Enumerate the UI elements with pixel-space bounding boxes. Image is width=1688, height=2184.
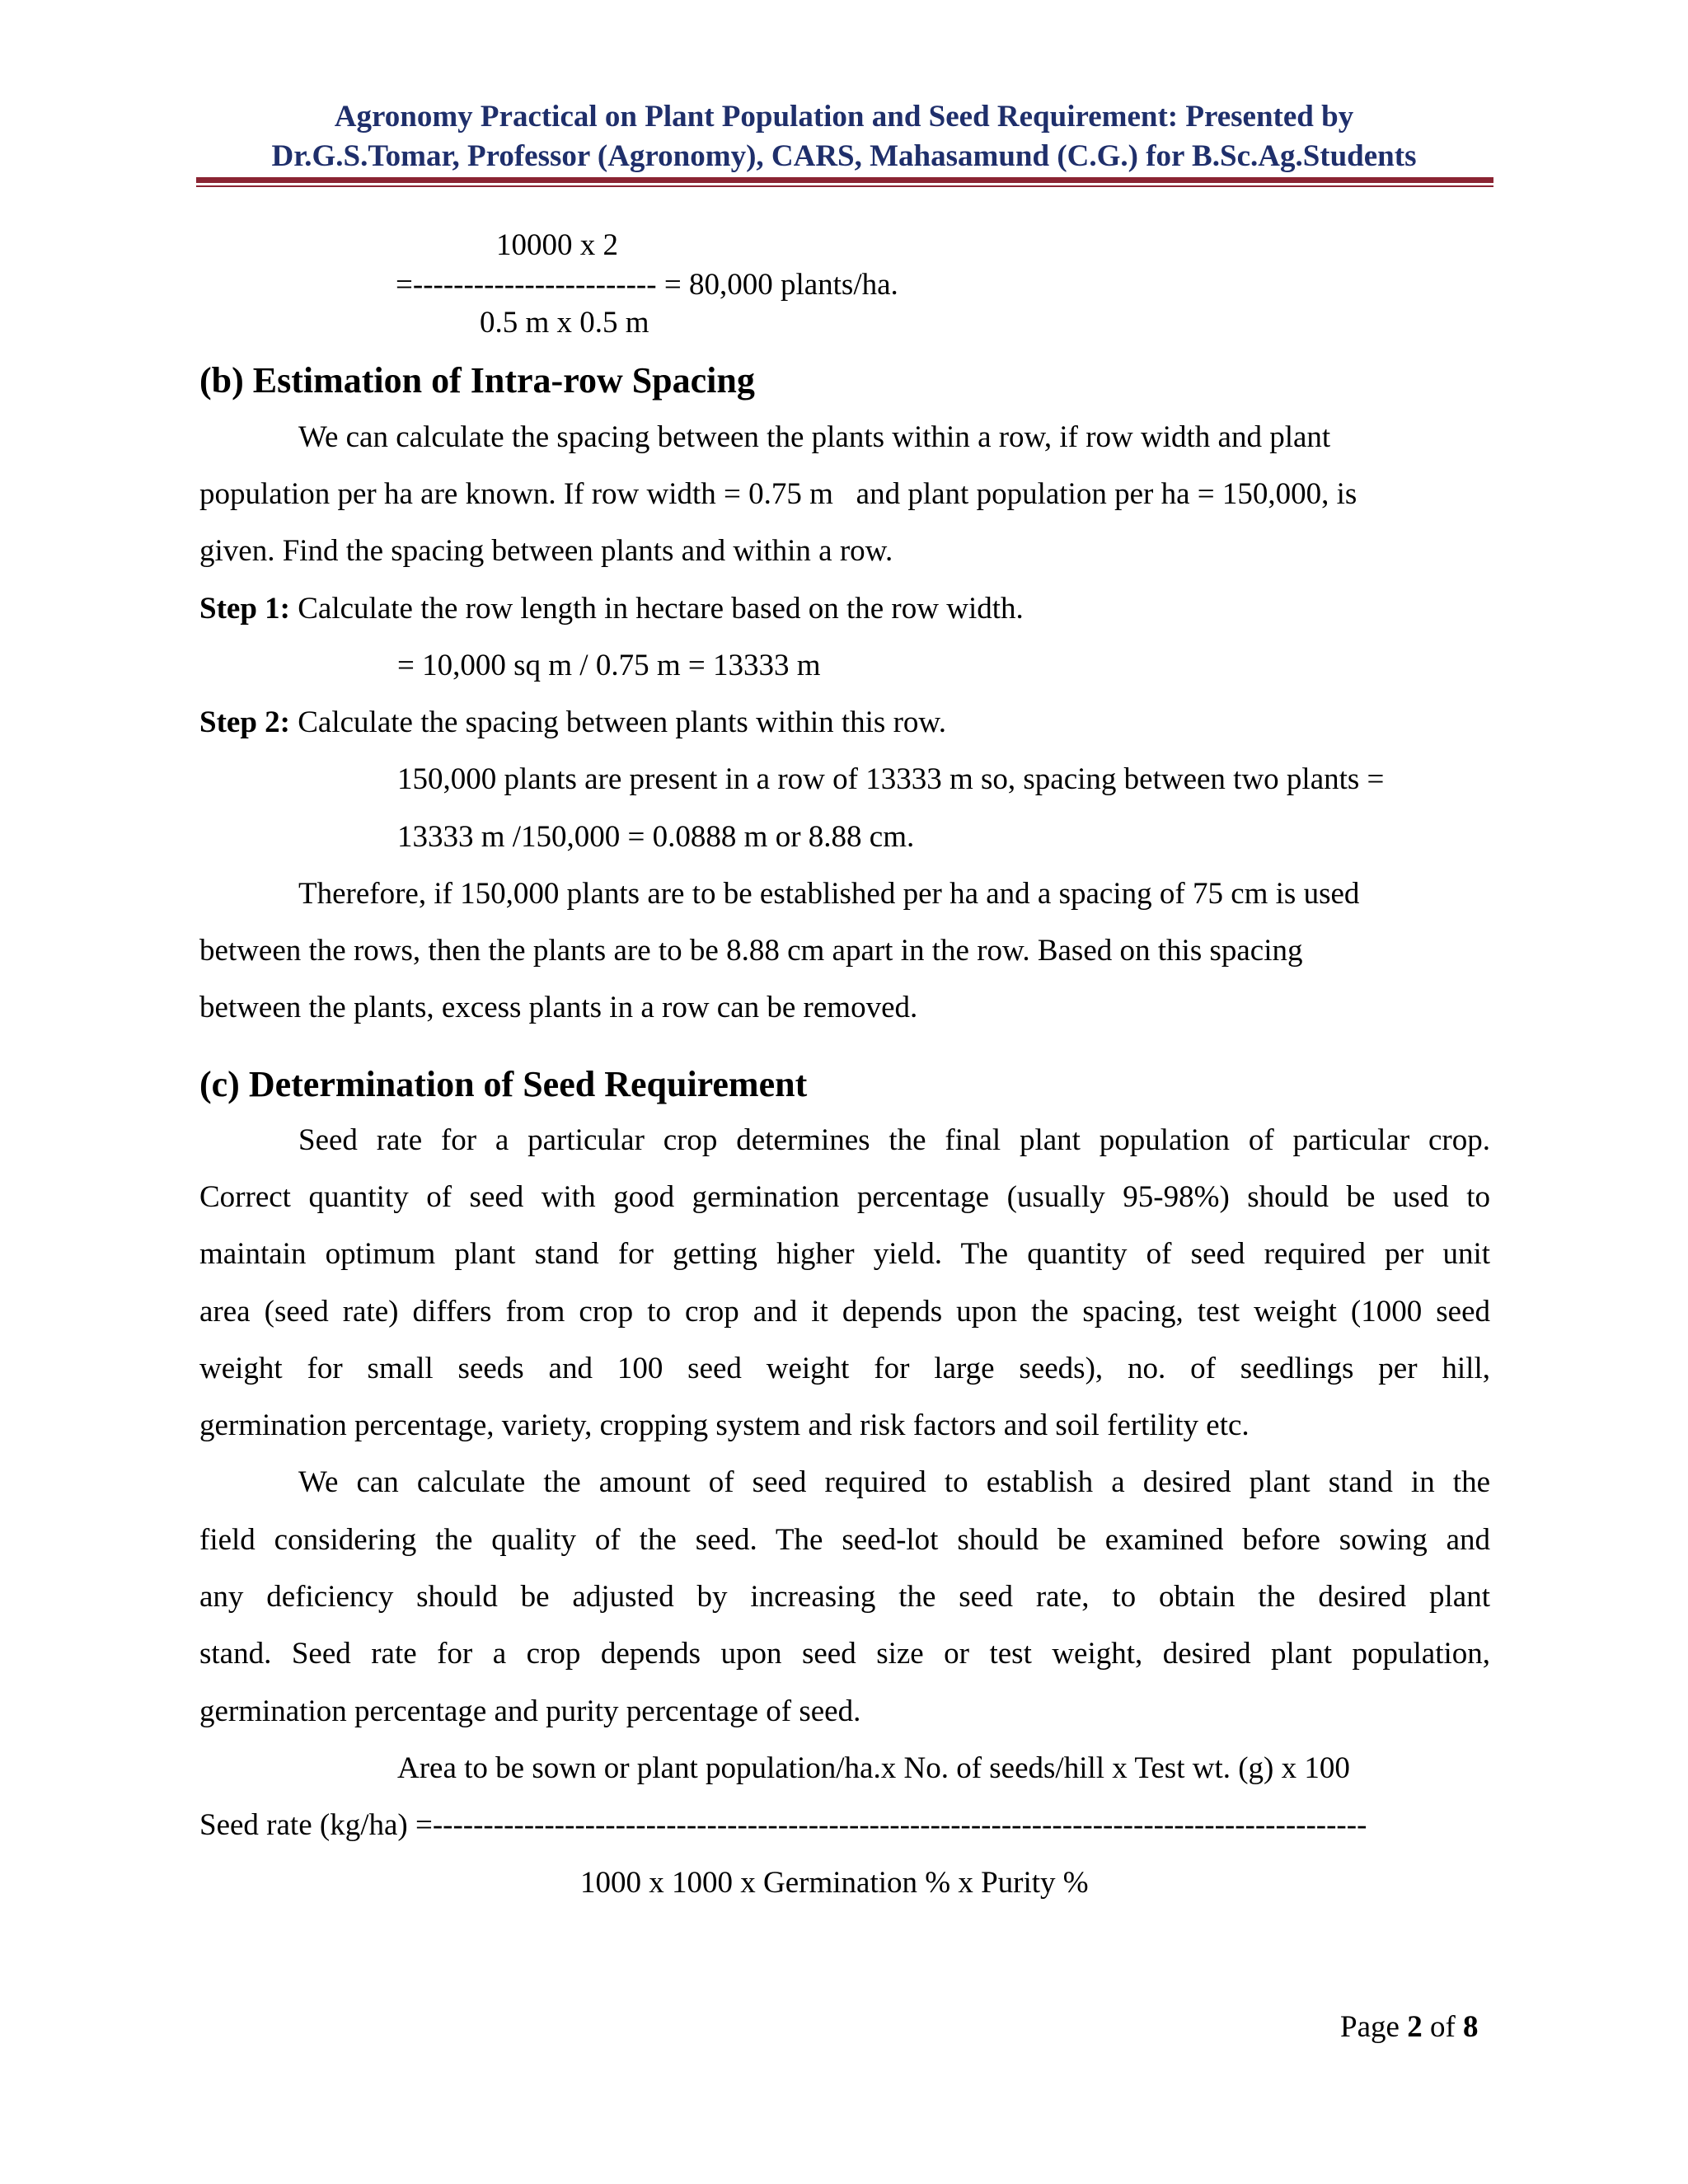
seed-rate-formula-denominator: 1000 x 1000 x Germination % x Purity % bbox=[580, 1866, 1089, 1900]
section-b-para1-line: We can calculate the spacing between the plants within a row, if row width and plant bbox=[298, 420, 1331, 454]
seed-rate-formula-line: Seed rate (kg/ha) =-------------------------------------------------------------------------------------------- bbox=[199, 1808, 1367, 1842]
step1-calc: = 10,000 sq m / 0.75 m = 13333 m bbox=[397, 649, 821, 682]
section-b-para2-line: between the rows, then the plants are to be 8.88 cm apart in the row. Based on this spacing bbox=[199, 934, 1303, 968]
header-rule-thick bbox=[196, 177, 1493, 183]
section-c-para1-line: area (seed rate) differs from crop to crop and it depends upon the spacing, test weight (1000 seed bbox=[199, 1295, 1490, 1329]
step1-label: Step 1: bbox=[199, 592, 290, 626]
formula1-denominator: 0.5 m x 0.5 m bbox=[480, 306, 649, 340]
step2-label: Step 2: bbox=[199, 705, 290, 739]
section-c-para2-line: any deficiency should be adjusted by increasing the seed rate, to obtain the desired plant bbox=[199, 1580, 1490, 1614]
section-c-para1-line: germination percentage, variety, cropping system and risk factors and soil fertility etc. bbox=[199, 1408, 1250, 1442]
header-rule-thin bbox=[196, 185, 1493, 187]
section-c-para2-line: We can calculate the amount of seed required to establish a desired plant stand in the bbox=[298, 1465, 1490, 1499]
step2-calc-line: 150,000 plants are present in a row of 13333 m so, spacing between two plants = bbox=[397, 762, 1385, 796]
section-b-para2-line: between the plants, excess plants in a row can be removed. bbox=[199, 991, 918, 1024]
header-line-2: Dr.G.S.Tomar, Professor (Agronomy), CARS, Mahasamund (C.G.) for B.Sc.Ag.Students bbox=[271, 139, 1417, 173]
section-c-para1-line: Correct quantity of seed with good germination percentage (usually 95-98%) should be used to bbox=[199, 1180, 1490, 1214]
seed-rate-formula-numerator: Area to be sown or plant population/ha.x No. of seeds/hill x Test wt. (g) x 100 bbox=[397, 1751, 1350, 1785]
page-mid: of bbox=[1422, 2010, 1464, 2044]
step1-text: Calculate the row length in hectare based on the row width. bbox=[289, 592, 1024, 626]
section-c-para1-line: weight for small seeds and 100 seed weight for large seeds), no. of seedlings per hill, bbox=[199, 1352, 1490, 1385]
section-c-para1-line: maintain optimum plant stand for getting higher yield. The quantity of seed required per unit bbox=[199, 1237, 1490, 1271]
page-number bbox=[1340, 2009, 1479, 2046]
section-b-para2-line: Therefore, if 150,000 plants are to be established per ha and a spacing of 75 cm is used bbox=[298, 877, 1360, 911]
header-line-1: Agronomy Practical on Plant Population and Seed Requirement: Presented by bbox=[334, 100, 1354, 134]
formula1-fraction-line: =------------------------ = 80,000 plants/ha. bbox=[396, 268, 898, 302]
section-c-para2-line: germination percentage and purity percentage of seed. bbox=[199, 1694, 861, 1728]
section-c-para2-line: field considering the quality of the seed. The seed-lot should be examined before sowing and bbox=[199, 1523, 1490, 1557]
page-total: 8 bbox=[1463, 2010, 1479, 2044]
step2-text: Calculate the spacing between plants within this row. bbox=[289, 705, 946, 739]
step1 bbox=[199, 591, 1024, 627]
section-b-para1-line: population per ha are known. If row width = 0.75 m and plant population per ha = 150,000, is bbox=[199, 477, 1357, 511]
section-b-heading: (b) Estimation of Intra-row Spacing bbox=[199, 360, 755, 401]
section-c-heading: (c) Determination of Seed Requirement bbox=[199, 1064, 808, 1104]
formula1-numerator: 10000 x 2 bbox=[496, 228, 618, 262]
page-current: 2 bbox=[1407, 2010, 1423, 2044]
step2 bbox=[199, 705, 946, 741]
document-header bbox=[196, 97, 1492, 176]
section-c-para2-line: stand. Seed rate for a crop depends upon seed size or test weight, desired plant population, bbox=[199, 1637, 1490, 1671]
section-c-para1-line: Seed rate for a particular crop determines the final plant population of particular crop. bbox=[298, 1123, 1490, 1157]
page-prefix: Page bbox=[1340, 2010, 1408, 2044]
step2-calc-line: 13333 m /150,000 = 0.0888 m or 8.88 cm. bbox=[397, 820, 915, 854]
section-b-para1-line: given. Find the spacing between plants and within a row. bbox=[199, 534, 893, 568]
